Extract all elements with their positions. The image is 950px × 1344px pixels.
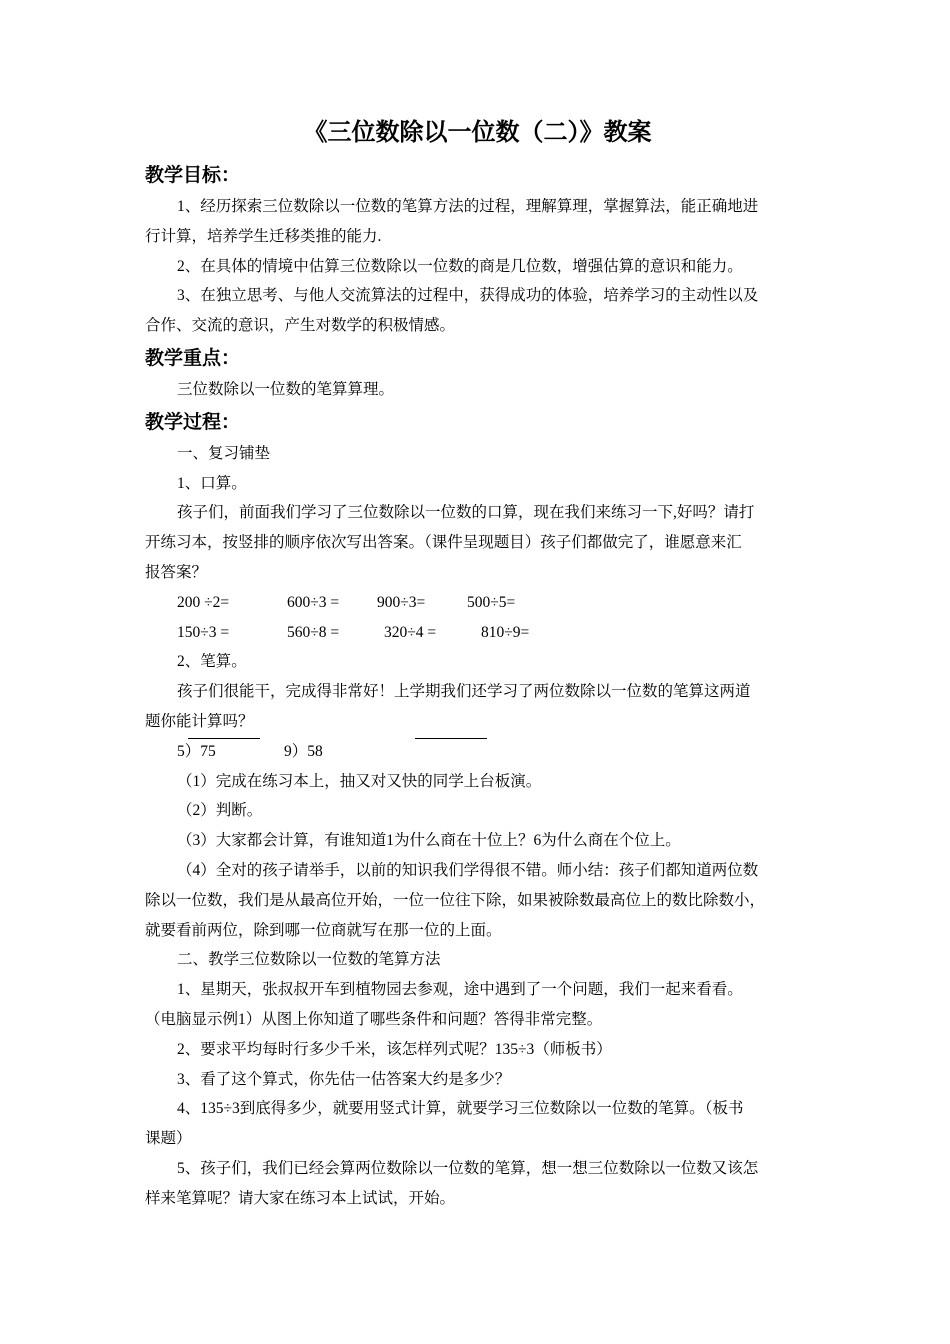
paragraph-line: （3）大家都会计算，有谁知道1为什么商在十位上？6为什么商在个位上。 xyxy=(177,832,681,850)
paragraph-line: （电脑显示例1）从图上你知道了哪些条件和问题？答得非常完整。 xyxy=(145,1010,603,1028)
paragraph-line: 孩子们，前面我们学习了三位数除以一位数的口算，现在我们来练习一下,好吗？请打 xyxy=(177,504,755,522)
paragraph-line: 2、笔算。 xyxy=(177,653,247,671)
section-heading: 教学目标： xyxy=(145,164,241,186)
equation: 560÷8 = xyxy=(287,623,340,641)
paragraph-line: （2）判断。 xyxy=(177,802,263,820)
equation: 320÷4 = xyxy=(384,623,437,641)
paragraph-line: 4、135÷3到底得多少，就要用竖式计算，就要学习三位数除以一位数的笔算。（板书 xyxy=(177,1100,744,1118)
paragraph-line: 三位数除以一位数的笔算算理。 xyxy=(177,380,395,398)
paragraph-line: 二、教学三位数除以一位数的笔算方法 xyxy=(177,951,441,969)
paragraph-line: 1、经历探索三位数除以一位数的笔算方法的过程，理解算理，掌握算法，能正确地进 xyxy=(177,198,759,215)
oral-row-2 xyxy=(145,618,810,648)
equation: 150÷3 = xyxy=(177,623,230,641)
paragraph-line: 孩子们很能干，完成得非常好！上学期我们还学习了两位数除以一位数的笔算这两道 xyxy=(177,683,751,701)
paragraph-line: 1、星期天，张叔叔开车到植物园去参观，途中遇到了一个问题，我们一起来看看。 xyxy=(177,981,743,999)
paragraph-line: 2、要求平均每时行多少千米，该怎样列式呢？135÷3（师板书） xyxy=(177,1040,612,1058)
document-page xyxy=(145,114,810,1214)
paragraph-line: 3、在独立思考、与他人交流算法的过程中，获得成功的体验，培养学习的主动性以及 xyxy=(177,287,759,305)
paragraph-line: （4）全对的孩子请举手，以前的知识我们学得很不错。师小结：孩子们都知道两位数 xyxy=(177,861,759,879)
paragraph-line: 3、看了这个算式，你先估一估答案大约是多少？ xyxy=(177,1070,511,1088)
paragraph-line: 题你能计算吗？ xyxy=(145,712,254,730)
sections xyxy=(145,158,810,588)
process-steps xyxy=(145,767,810,1214)
long-division: 9）58 xyxy=(284,742,323,760)
paragraph-line: 2、在具体的情境中估算三位数除以一位数的商是几位数，增强估算的意识和能力。 xyxy=(177,257,743,275)
equation: 200 ÷2= xyxy=(177,593,230,611)
section-heading: 教学过程： xyxy=(145,410,241,433)
equation: 500÷5= xyxy=(467,593,516,611)
division-bar xyxy=(188,738,260,740)
long-division: 5）75 xyxy=(177,742,216,760)
paragraph-line: 开练习本，按竖排的顺序依次写出答案。（课件呈现题目）孩子们都做完了，谁愿意来汇 xyxy=(145,534,742,552)
paragraph-line: 行计算，培养学生迁移类推的能力. xyxy=(145,227,382,245)
paragraph-line: 报答案？ xyxy=(145,563,208,581)
paragraph-line: （1）完成在练习本上，抽又对又快的同学上台板演。 xyxy=(177,772,542,790)
long-division-row xyxy=(145,737,810,767)
equation: 900÷3= xyxy=(377,593,426,611)
paragraph-line: 1、口算。 xyxy=(177,474,247,492)
section-heading: 教学重点： xyxy=(145,346,241,369)
paragraph-line: 除以一位数，我们是从最高位开始，一位一位往下除，如果被除数最高位上的数比除数小， xyxy=(145,891,766,909)
equation: 810÷9= xyxy=(481,623,530,641)
paragraph-line: 合作、交流的意识，产生对数学的积极情感。 xyxy=(145,317,456,335)
paragraph-line: 样来笔算呢？请大家在练习本上试试，开始。 xyxy=(145,1189,456,1207)
paragraph-line: 一、复习铺垫 xyxy=(177,444,271,462)
equation: 600÷3 = xyxy=(287,593,340,611)
division-bar xyxy=(415,738,487,740)
paragraph-line: 就要看前两位，除到哪一位商就写在那一位的上面。 xyxy=(145,921,502,939)
written-calc-section xyxy=(145,647,810,736)
document-title: 《三位数除以一位数（二）》教案 xyxy=(303,118,652,146)
paragraph-line: 5、孩子们，我们已经会算两位数除以一位数的笔算，想一想三位数除以一位数又该怎 xyxy=(177,1159,759,1177)
paragraph-line: 课题） xyxy=(145,1130,192,1148)
oral-row-1 xyxy=(145,588,810,618)
